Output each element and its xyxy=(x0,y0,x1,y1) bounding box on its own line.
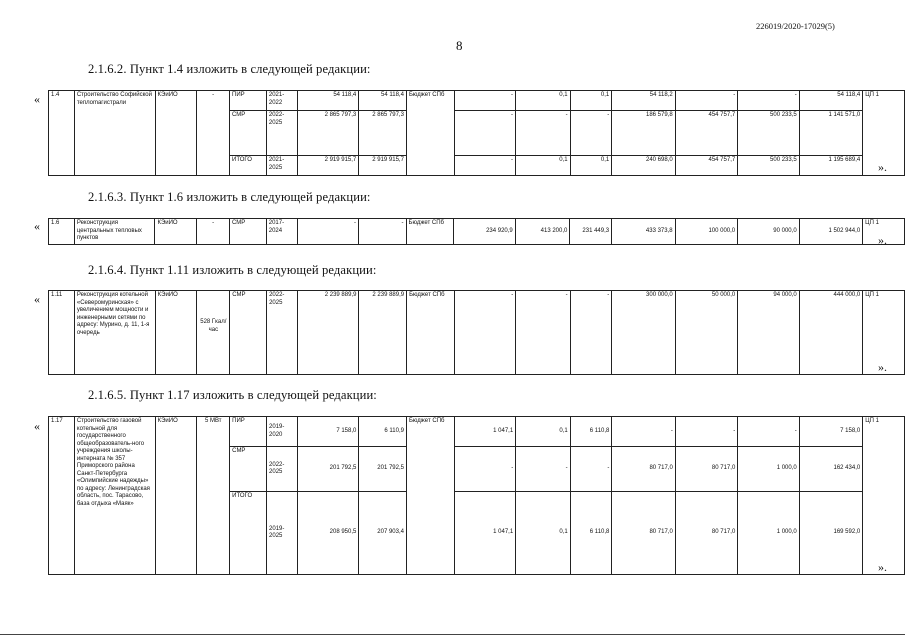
open-quote: « xyxy=(34,292,40,306)
year-2024-cell: - xyxy=(738,91,800,111)
year-2023-cell: - xyxy=(675,91,738,111)
item-name: Реконструкция центральных тепловых пунктов xyxy=(74,219,155,245)
document-id: 226019/2020-17029(5) xyxy=(756,21,835,31)
total-cell: 1 502 944,0 xyxy=(799,219,863,245)
program-code: ЦП 1 xyxy=(863,219,905,245)
year-2020-cell: 0,1 xyxy=(516,156,571,176)
year-2021-cell: 0,1 xyxy=(570,91,612,111)
table-row xyxy=(49,417,905,447)
table-item-1-11 xyxy=(48,290,905,375)
item-capacity: 528 Гкал/час xyxy=(197,291,230,375)
year-2024-cell: 1 000,0 xyxy=(738,447,799,492)
estimate-cost-cell: - xyxy=(297,219,358,245)
remaining-cost-cell: 201 792,5 xyxy=(359,447,407,492)
item-number: 1.6 xyxy=(49,219,75,245)
item-owner: КЭиИО xyxy=(155,91,197,176)
year-2022-cell: 300 000,0 xyxy=(612,291,675,375)
item-number: 1.17 xyxy=(49,417,75,575)
year-2022-cell: 186 579,8 xyxy=(612,111,675,156)
stage-cell: СМР xyxy=(230,291,267,375)
stage-cell: СМР xyxy=(230,111,267,156)
year-2020-cell: 413 200,0 xyxy=(515,219,570,245)
years-cell: 2022-2025 xyxy=(267,291,298,375)
item-number: 1.11 xyxy=(49,291,75,375)
program-code: ЦП 1 xyxy=(863,291,905,375)
year-2023-cell: 100 000,0 xyxy=(675,219,738,245)
year-2024-cell: 90 000,0 xyxy=(738,219,800,245)
years-cell: 2021-2022 xyxy=(266,91,297,111)
table-row xyxy=(49,291,905,375)
year-2019-cell: - xyxy=(454,291,515,375)
program-code: ЦП 1 xyxy=(863,417,905,575)
total-cell: 162 434,0 xyxy=(799,447,862,492)
close-quote: ». xyxy=(878,560,887,574)
years-cell: 2021-2025 xyxy=(266,156,297,176)
year-2019-cell: - xyxy=(454,447,515,492)
year-2021-cell: - xyxy=(570,111,612,156)
year-2020-cell: 0,1 xyxy=(516,417,570,447)
stage-cell: ПИР xyxy=(230,417,267,447)
year-2022-cell: 80 717,0 xyxy=(612,492,675,575)
year-2024-cell: 1 000,0 xyxy=(738,492,799,575)
years-cell: 2022-2025 xyxy=(266,111,297,156)
estimate-cost-cell: 208 950,5 xyxy=(297,492,358,575)
total-cell: 7 158,0 xyxy=(799,417,862,447)
year-2023-cell: - xyxy=(675,417,737,447)
year-2019-cell: 1 047,1 xyxy=(454,417,515,447)
total-cell: 169 592,0 xyxy=(799,492,862,575)
remaining-cost-cell: 2 919 915,7 xyxy=(359,156,407,176)
year-2022-cell: 54 118,2 xyxy=(612,91,675,111)
estimate-cost-cell: 2 239 889,9 xyxy=(297,291,359,375)
year-2023-cell: 454 757,7 xyxy=(675,156,738,176)
section-heading-1-6: 2.1.6.3. Пункт 1.6 изложить в следующей редакции: xyxy=(88,190,371,204)
years-cell: 2017-2024 xyxy=(266,219,297,245)
budget-source: Бюджет СПб xyxy=(407,291,455,375)
year-2019-cell: 234 920,9 xyxy=(454,219,516,245)
year-2024-cell: - xyxy=(738,417,799,447)
remaining-cost-cell: 2 239 889,9 xyxy=(359,291,407,375)
year-2023-cell: 80 717,0 xyxy=(675,447,737,492)
stage-cell: ИТОГО xyxy=(230,156,267,176)
section-heading-1-11: 2.1.6.4. Пункт 1.11 изложить в следующей редакции: xyxy=(88,263,377,277)
year-2020-cell: - xyxy=(516,447,570,492)
year-2022-cell: - xyxy=(612,417,675,447)
estimate-cost-cell: 201 792,5 xyxy=(297,447,358,492)
page-bottom-rule xyxy=(0,634,905,635)
open-quote: « xyxy=(34,419,40,433)
item-capacity: - xyxy=(197,91,230,176)
close-quote: ». xyxy=(878,233,887,247)
item-name: Строительство Софийской теплomагистрали xyxy=(74,91,155,176)
table-row xyxy=(49,91,905,111)
remaining-cost-cell: 207 903,4 xyxy=(359,492,407,575)
stage-cell: ИТОГО xyxy=(230,492,267,575)
year-2023-cell: 50 000,0 xyxy=(675,291,738,375)
year-2021-cell: 6 110,8 xyxy=(570,417,612,447)
year-2023-cell: 80 717,0 xyxy=(675,492,737,575)
year-2022-cell: 80 717,0 xyxy=(612,447,675,492)
total-cell: 54 118,4 xyxy=(799,91,862,111)
stage-cell: СМР xyxy=(230,447,267,492)
estimate-cost-cell: 2 919 915,7 xyxy=(297,156,359,176)
item-name: Строительство газовой котельной для государственного общеобразователь-ного учреждения школы-интерната № 357 Приморского района Санкт-Петербурга «Олимпийские надежды» по адресу: Ленинградская область, пос. Тарасово, база отдыха «Маяк» xyxy=(74,417,155,575)
section-heading-1-4: 2.1.6.2. Пункт 1.4 изложить в следующей редакции: xyxy=(88,62,371,76)
year-2021-cell: 0,1 xyxy=(570,156,612,176)
item-name: Реконструкция котельной «Северомуринская» с увеличением мощности и инженерными сетями по адресу: Мурино, д. 11, 1-я очередь xyxy=(74,291,155,375)
table-item-1-4 xyxy=(48,90,905,176)
total-cell: 1 141 571,0 xyxy=(799,111,862,156)
item-owner: КЭиИО xyxy=(155,291,197,375)
total-cell: 444 000,0 xyxy=(799,291,862,375)
year-2024-cell: 500 233,5 xyxy=(738,156,800,176)
remaining-cost-cell: 54 118,4 xyxy=(359,91,407,111)
close-quote: ». xyxy=(878,160,887,174)
close-quote: ». xyxy=(878,360,887,374)
estimate-cost-cell: 2 865 797,3 xyxy=(297,111,359,156)
total-cell: 1 195 689,4 xyxy=(799,156,862,176)
year-2021-cell: - xyxy=(570,447,612,492)
item-capacity: 5 МВт xyxy=(197,417,230,575)
budget-source: Бюджет СПб xyxy=(406,219,454,245)
open-quote: « xyxy=(34,219,40,233)
year-2021-cell: - xyxy=(570,291,612,375)
program-code: ЦП 1 xyxy=(863,91,905,176)
years-cell: 2022-2025 xyxy=(267,447,298,492)
budget-source: Бюджет СПб xyxy=(406,91,454,176)
table-item-1-17 xyxy=(48,416,905,575)
year-2019-cell: - xyxy=(454,111,515,156)
year-2021-cell: 6 110,8 xyxy=(570,492,612,575)
remaining-cost-cell: 6 110,9 xyxy=(359,417,407,447)
year-2023-cell: 454 757,7 xyxy=(675,111,738,156)
year-2019-cell: - xyxy=(454,156,515,176)
year-2022-cell: 433 373,8 xyxy=(612,219,676,245)
year-2020-cell: 0,1 xyxy=(516,91,571,111)
years-cell: 2019-2020 xyxy=(267,417,298,447)
section-heading-1-17: 2.1.6.5. Пункт 1.17 изложить в следующей редакции: xyxy=(88,388,377,402)
estimate-cost-cell: 54 118,4 xyxy=(297,91,359,111)
year-2020-cell: 0,1 xyxy=(516,492,570,575)
remaining-cost-cell: - xyxy=(358,219,406,245)
item-capacity: - xyxy=(197,219,230,245)
page-number: 8 xyxy=(456,38,463,53)
year-2019-cell: - xyxy=(454,91,515,111)
stage-cell: ПИР xyxy=(230,91,267,111)
years-cell: 2019-2025 xyxy=(267,492,298,575)
item-owner: КЭиИО xyxy=(155,417,197,575)
year-2019-cell: 1 047,1 xyxy=(454,492,515,575)
year-2024-cell: 94 000,0 xyxy=(738,291,800,375)
budget-source: Бюджет СПб xyxy=(406,417,454,575)
item-owner: КЭиИО xyxy=(155,219,197,245)
year-2021-cell: 231 449,3 xyxy=(570,219,612,245)
open-quote: « xyxy=(34,92,40,106)
table-row xyxy=(49,219,905,245)
estimate-cost-cell: 7 158,0 xyxy=(297,417,358,447)
item-number: 1.4 xyxy=(49,91,75,176)
year-2024-cell: 500 233,5 xyxy=(738,111,800,156)
remaining-cost-cell: 2 865 797,3 xyxy=(359,111,407,156)
year-2020-cell: - xyxy=(516,291,570,375)
table-item-1-6 xyxy=(48,218,905,245)
year-2020-cell: - xyxy=(516,111,571,156)
stage-cell: СМР xyxy=(229,219,266,245)
year-2022-cell: 240 698,0 xyxy=(612,156,675,176)
